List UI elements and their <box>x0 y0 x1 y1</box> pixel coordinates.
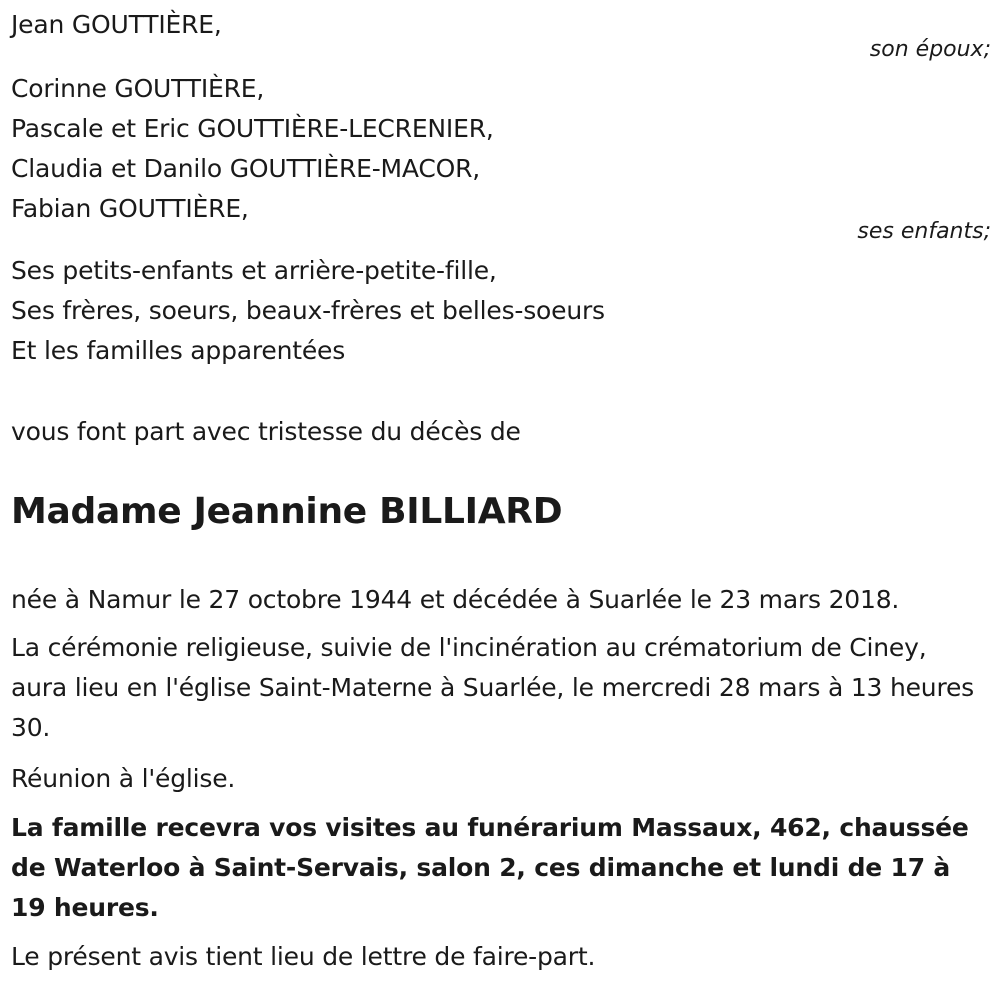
relatives-line: Ses petits-enfants et arrière-petite-fille, <box>11 256 497 285</box>
child-line: Fabian GOUTTIÈRE, <box>11 194 249 223</box>
birth-death-dates: née à Namur le 27 octobre 1944 et décédée à Suarlée le 23 mars 2018. <box>11 585 900 614</box>
closing-note: Le présent avis tient lieu de lettre de faire-part. <box>11 942 596 971</box>
spouse-role: son époux; <box>869 37 991 62</box>
meeting-note: Réunion à l'église. <box>11 764 236 793</box>
child-line: Corinne GOUTTIÈRE, <box>11 74 265 103</box>
child-line: Claudia et Danilo GOUTTIÈRE-MACOR, <box>11 154 481 183</box>
children-role: ses enfants; <box>857 219 991 244</box>
deceased-name: Madame Jeannine BILLIARD <box>11 491 563 532</box>
visits-details: La famille recevra vos visites au funérarium Massaux, 462, chaussée de Waterloo à Saint-Servais, salon 2, ces dimanche et lundi de 17 à 19 heures. <box>11 813 969 922</box>
relatives-line: Et les familles apparentées <box>11 336 346 365</box>
relatives-line: Ses frères, soeurs, beaux-frères et belles-soeurs <box>11 296 605 325</box>
spouse-line: Jean GOUTTIÈRE, <box>11 10 222 39</box>
ceremony-details: La cérémonie religieuse, suivie de l'incinération au crématorium de Ciney, aura lieu en l'église Saint-Materne à Suarlée, le mercredi 28 mars à 13 heures 30. <box>11 633 974 742</box>
announcement-intro: vous font part avec tristesse du décès de <box>11 417 521 446</box>
child-line: Pascale et Eric GOUTTIÈRE-LECRENIER, <box>11 114 494 143</box>
